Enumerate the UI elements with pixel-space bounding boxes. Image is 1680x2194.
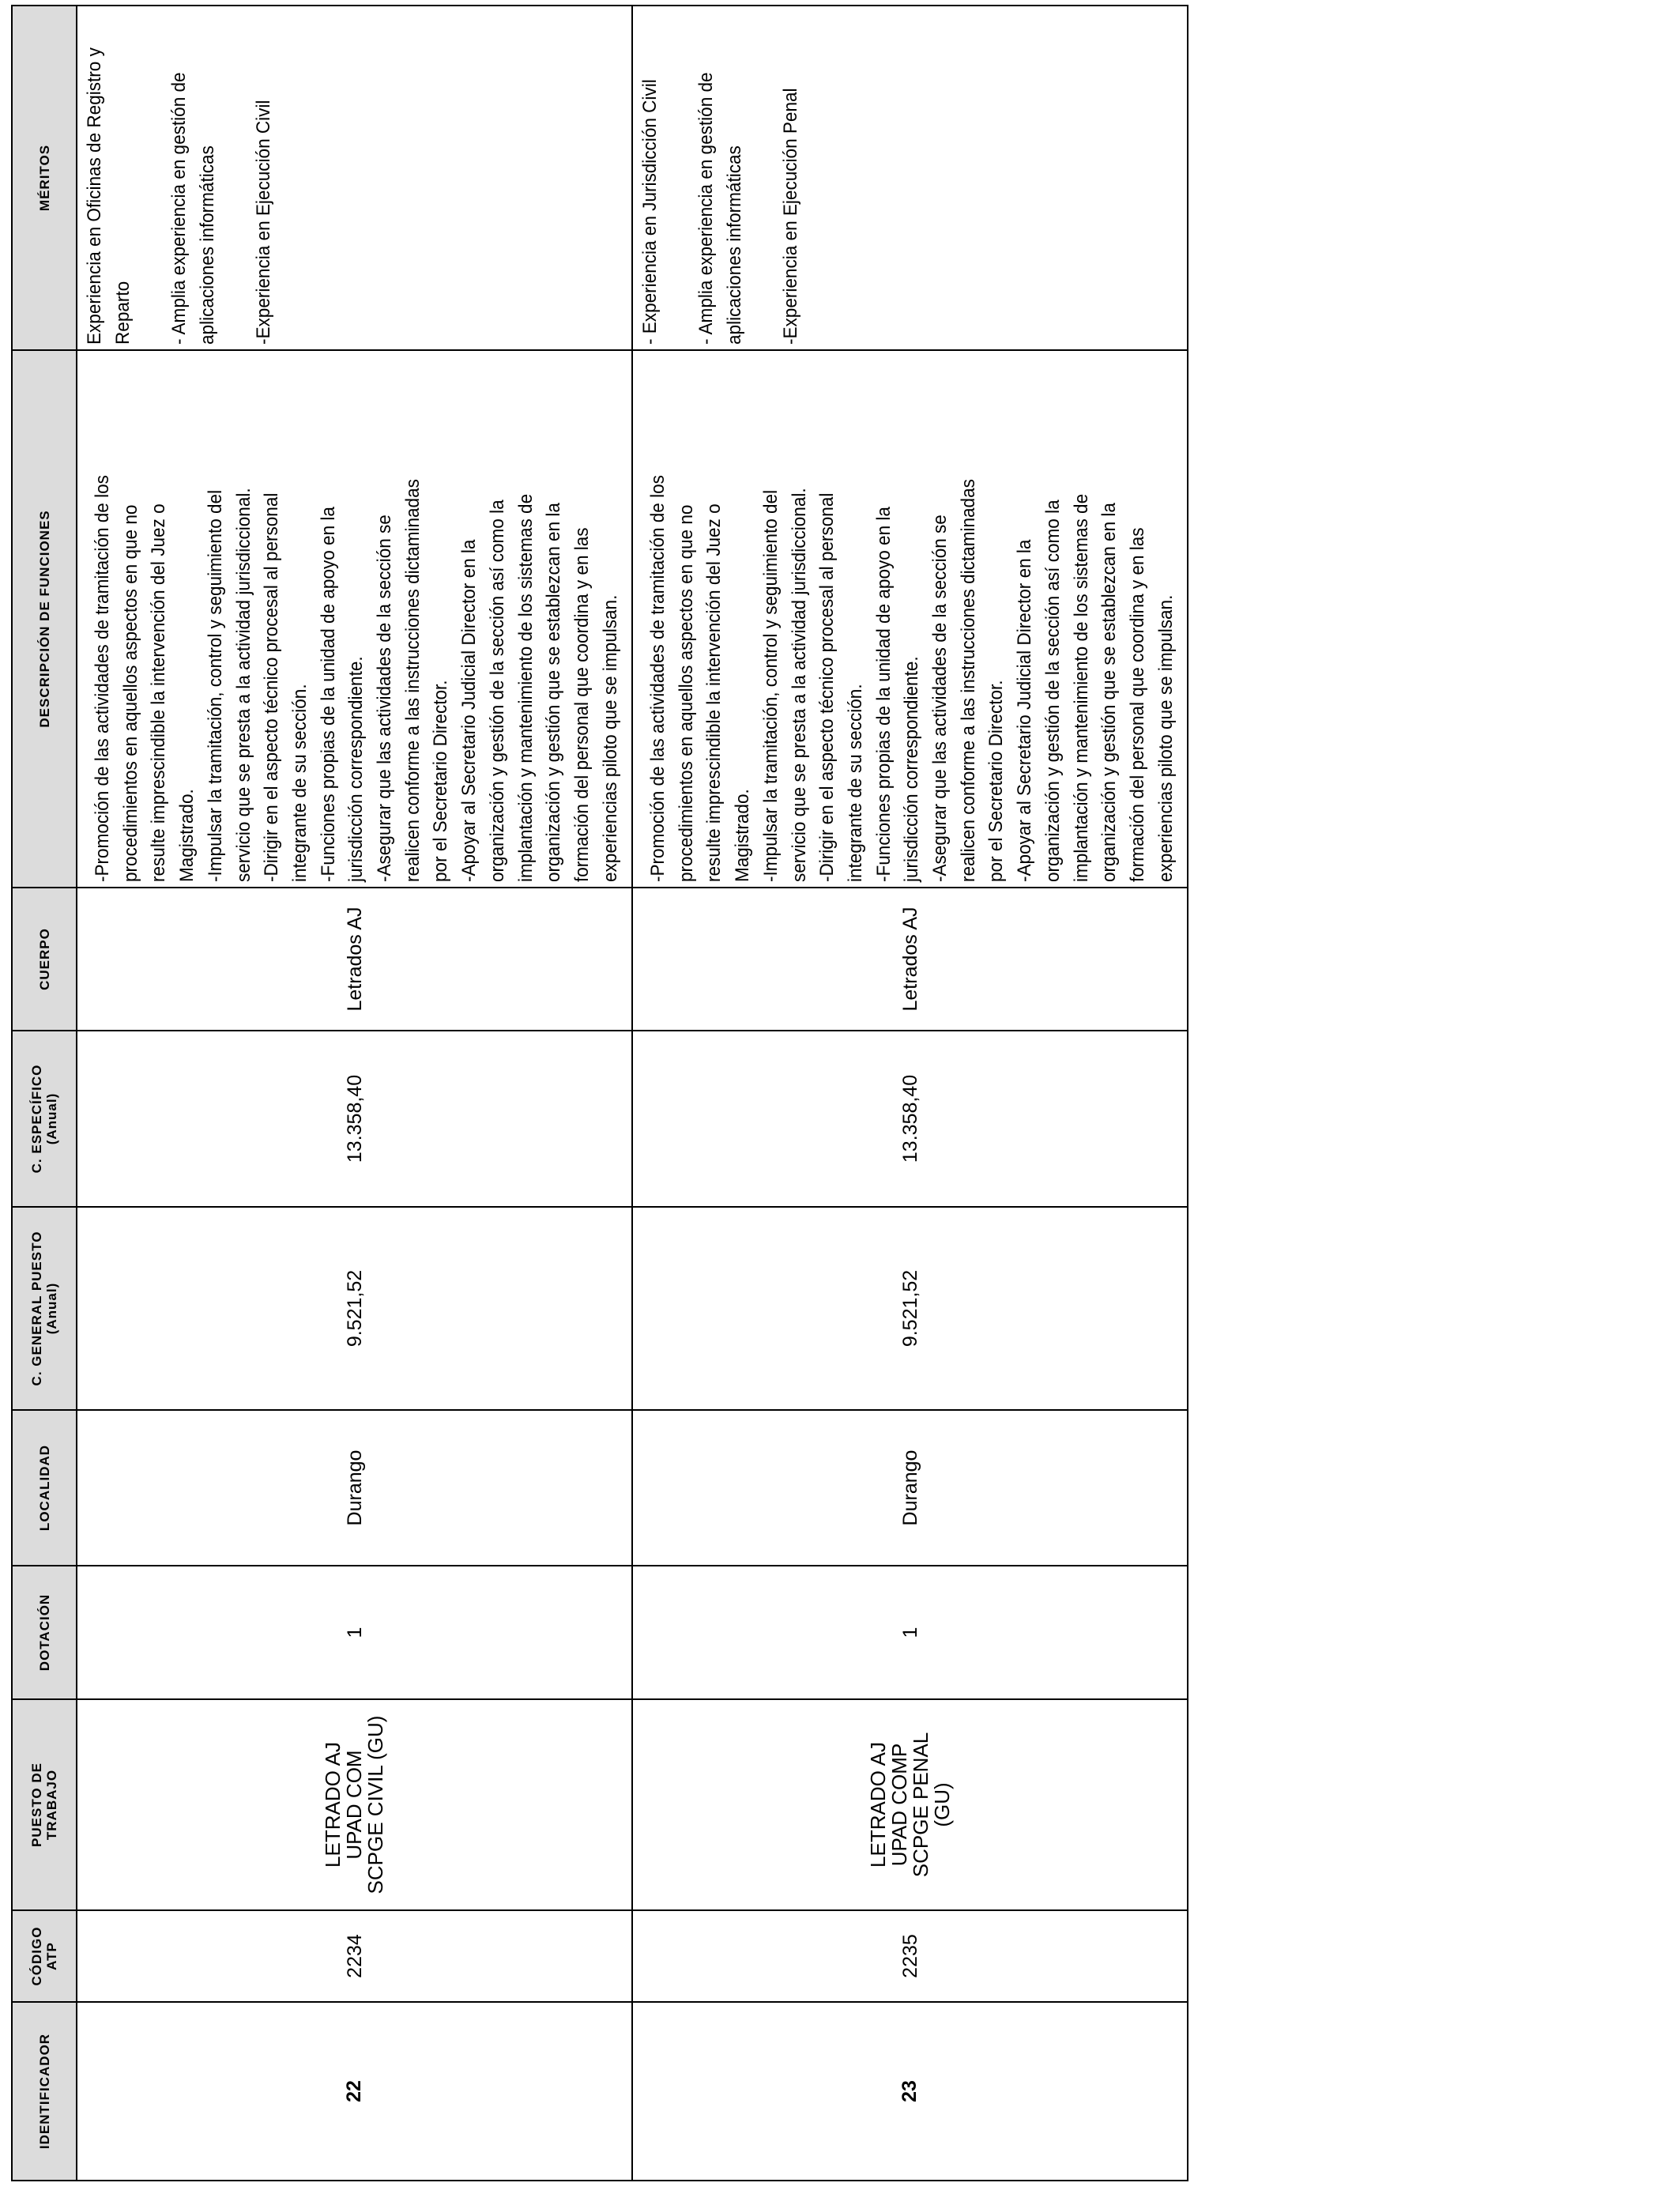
codigo-atp-cell: 2234: [77, 1910, 632, 2002]
table-row: [77, 6, 632, 2181]
descripcion-line: -Apoyar al Secretario Judicial Director en la: [1014, 539, 1036, 882]
descripcion-line: -Dirigir en el aspecto técnico procesal al personal: [261, 492, 283, 882]
descripcion-line: realicen conforme a las instrucciones dictaminadas: [957, 479, 979, 882]
descripcion-line: servicio que se presta a la actividad jurisdiccional.: [788, 488, 810, 882]
table-row: [632, 6, 1188, 2181]
descripcion-line: implantación y mantenimiento de los sistemas de: [514, 493, 537, 882]
header-c-general: C. GENERAL PUESTO (Anual): [12, 1207, 77, 1410]
descripcion-cell: [77, 350, 632, 888]
descripcion-line: -Asegurar que las actividades de la sección se: [374, 515, 396, 882]
header-meritos: MÉRITOS: [12, 6, 77, 350]
descripcion-line: -Promoción de las actividades de tramitación de los: [647, 475, 669, 882]
cuerpo-cell: Letrados AJ: [77, 888, 632, 1031]
descripcion-line: procedimientos en aquellos aspectos en que no: [119, 504, 141, 882]
meritos-line: - Amplia experiencia en gestión de: [168, 72, 190, 345]
meritos-line: - Experiencia en Jurisdicción Civil: [639, 79, 661, 345]
dotacion-cell: 1: [77, 1566, 632, 1699]
meritos-cell: [632, 6, 1188, 350]
c-general-cell: 9.521,52: [632, 1207, 1188, 1410]
descripcion-line: por el Secretario Director.: [985, 680, 1008, 882]
meritos-line: - Amplia experiencia en gestión de: [695, 72, 718, 345]
descripcion-line: Magistrado.: [176, 789, 198, 882]
positions-table: [11, 5, 1188, 2181]
header-cuerpo: CUERPO: [12, 888, 77, 1031]
puesto-cell: LETRADO AJ UPAD COM SCPGE CIVIL (GU): [77, 1699, 632, 1910]
meritos-line: -Experiencia en Ejecución Penal: [780, 88, 802, 345]
c-general-cell: 9.521,52: [77, 1207, 632, 1410]
descripcion-line: -Impulsar la tramitación, control y seguimiento del: [759, 489, 782, 882]
identificador-cell: 23: [632, 2002, 1188, 2181]
puesto-cell: LETRADO AJ UPAD COMP SCPGE PENAL (GU): [632, 1699, 1188, 1910]
header-c-especifico: C. ESPECÍFICO (Anual): [12, 1031, 77, 1207]
descripcion-line: jurisdicción correspondiente.: [345, 656, 367, 882]
localidad-cell: Durango: [77, 1410, 632, 1566]
descripcion-line: integrante de su sección.: [844, 684, 866, 882]
descripcion-line: organización y gestión de la sección así como la: [1042, 499, 1064, 882]
descripcion-line: -Promoción de las actividades de tramitación de los: [92, 475, 113, 882]
meritos-line: aplicaciones informáticas: [196, 145, 218, 345]
descripcion-line: organización y gestión que se establezcan en la: [543, 503, 565, 882]
meritos-line: -Experiencia en Ejecución Civil: [253, 100, 275, 345]
localidad-cell: Durango: [632, 1410, 1188, 1566]
descripcion-line: Magistrado.: [732, 789, 754, 882]
cuerpo-cell: Letrados AJ: [632, 888, 1188, 1031]
codigo-atp-cell: 2235: [632, 1910, 1188, 2002]
descripcion-line: implantación y mantenimiento de los sistemas de: [1070, 493, 1092, 882]
descripcion-line: integrante de su sección.: [288, 684, 311, 882]
header-identificador: IDENTIFICADOR: [12, 2002, 77, 2181]
descripcion-line: organización y gestión de la sección así como la: [486, 499, 508, 882]
descripcion-line: -Dirigir en el aspecto técnico procesal al personal: [816, 492, 838, 882]
descripcion-line: experiencias piloto que se impulsan.: [1155, 594, 1177, 882]
header-puesto: PUESTO DE TRABAJO: [12, 1699, 77, 1910]
header-dotacion: DOTACIÓN: [12, 1566, 77, 1699]
descripcion-line: jurisdicción correspondiente.: [901, 656, 923, 882]
descripcion-line: servicio que se presta a la actividad jurisdiccional.: [232, 488, 254, 882]
descripcion-line: organización y gestión que se establezcan en la: [1098, 503, 1121, 882]
c-especifico-cell: 13.358,40: [632, 1031, 1188, 1207]
descripcion-line: -Funciones propias de la unidad de apoyo en la: [872, 507, 895, 882]
descripcion-line: por el Secretario Director.: [430, 680, 452, 882]
c-especifico-cell: 13.358,40: [77, 1031, 632, 1207]
descripcion-line: -Asegurar que las actividades de la sección se: [929, 515, 951, 882]
descripcion-cell: [632, 350, 1188, 888]
descripcion-line: realicen conforme a las instrucciones dictaminadas: [401, 479, 424, 882]
header-codigo-atp: CÓDIGO ATP: [12, 1910, 77, 2002]
meritos-line: Reparto: [111, 281, 134, 345]
dotacion-cell: 1: [632, 1566, 1188, 1699]
header-row: [12, 6, 77, 2181]
meritos-line: Experiencia en Oficinas de Registro y: [84, 47, 105, 345]
header-localidad: LOCALIDAD: [12, 1410, 77, 1566]
descripcion-line: experiencias piloto que se impulsan.: [599, 594, 621, 882]
descripcion-line: formación del personal que coordina y en las: [1126, 527, 1148, 882]
header-descripcion: DESCRIPCIÓN DE FUNCIONES: [12, 350, 77, 888]
descripcion-line: formación del personal que coordina y en las: [571, 527, 593, 882]
descripcion-line: procedimientos en aquellos aspectos en que no: [675, 504, 697, 882]
descripcion-line: -Apoyar al Secretario Judicial Director en la: [458, 539, 480, 882]
descripcion-line: resulte imprescindible la intervención del Juez o: [148, 503, 170, 882]
meritos-cell: [77, 6, 632, 350]
identificador-cell: 22: [77, 2002, 632, 2181]
descripcion-line: resulte imprescindible la intervención del Juez o: [703, 503, 725, 882]
descripcion-line: -Funciones propias de la unidad de apoyo en la: [317, 507, 339, 882]
descripcion-line: -Impulsar la tramitación, control y seguimiento del: [204, 489, 226, 882]
meritos-line: aplicaciones informáticas: [724, 145, 746, 345]
